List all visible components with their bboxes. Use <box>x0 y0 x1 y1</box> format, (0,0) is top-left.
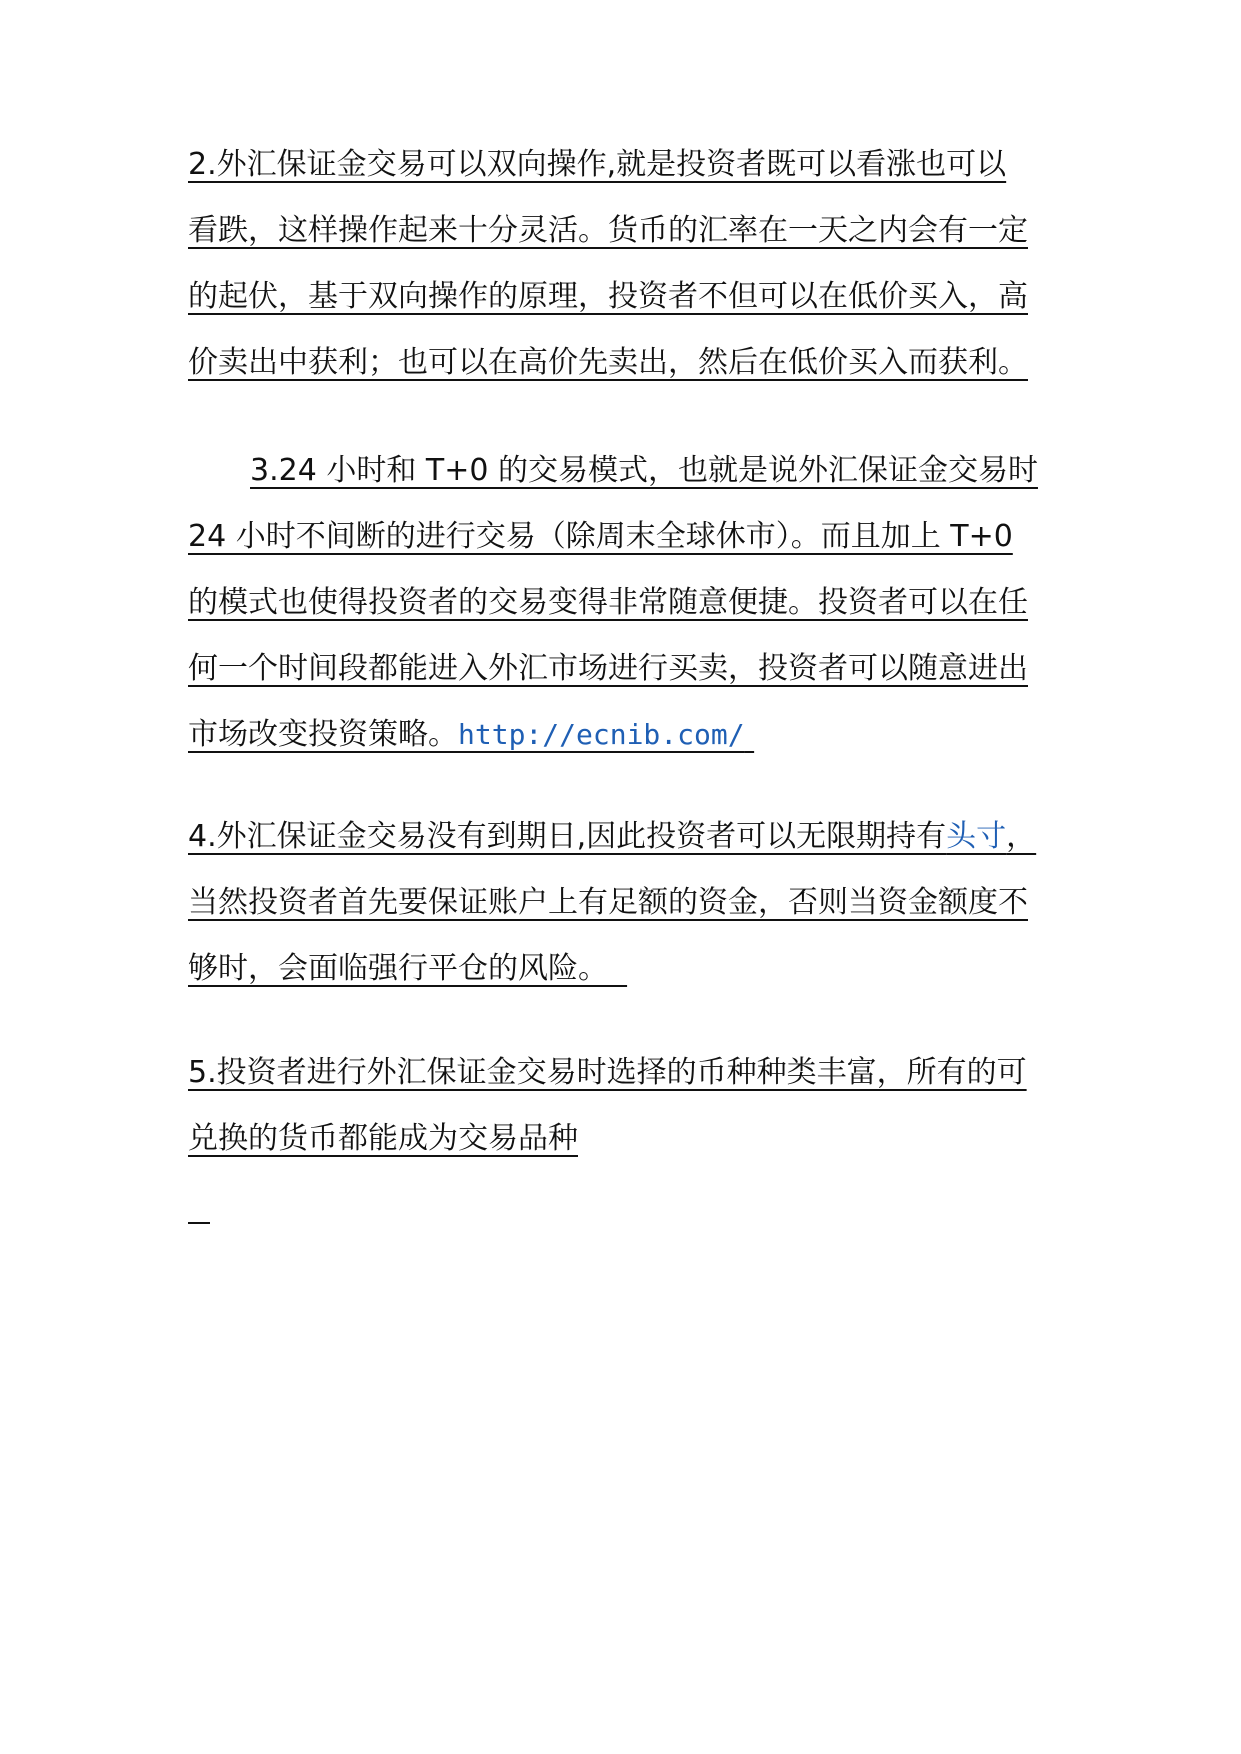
paragraph-4-line-1 <box>188 808 1068 874</box>
paragraph-3-line-3: 的模式也使得投资者的交易变得非常随意便捷。投资者可以在任 <box>188 585 1028 620</box>
paragraph-2-line-4: 价卖出中获利；也可以在高价先卖出，然后在低价买入而获利。 <box>188 345 1028 380</box>
paragraph-3-line-1-wrap <box>188 442 1068 508</box>
paragraph-4-line-2: 当然投资者首先要保证账户上有足额的资金，否则当资金额度不 <box>188 885 1028 920</box>
paragraph-5-line-1: 5.投资者进行外汇保证金交易时选择的币种种类丰富，所有的可 <box>188 1055 1027 1090</box>
paragraph-2-line-2: 看跌，这样操作起来十分灵活。货币的汇率在一天之内会有一定 <box>188 213 1028 248</box>
paragraph-4-line-1-text: 4.外汇保证金交易没有到期日,因此投资者可以无限期持有 <box>188 819 947 854</box>
paragraph-2-line-3: 的起伏，基于双向操作的原理，投资者不但可以在低价买入，高 <box>188 279 1028 314</box>
paragraph-5 <box>188 1044 1068 1176</box>
paragraph-5-line-2: 兑换的货币都能成为交易品种 <box>188 1121 578 1156</box>
paragraph-4-line-3-text: 够时，会面临强行平仓的风险。 <box>188 951 608 986</box>
paragraph-3-line-1: 3.24 小时和 T+0 的交易模式，也就是说外汇保证金交易时 <box>250 453 1038 488</box>
paragraph-4 <box>188 808 1068 1006</box>
paragraph-3 <box>188 442 1068 772</box>
paragraph-4-line-3 <box>188 940 1068 1006</box>
paragraph-3-line-4: 何一个时间段都能进入外汇市场进行买卖，投资者可以随意进出 <box>188 651 1028 686</box>
position-link[interactable]: 头寸 <box>946 819 1007 854</box>
paragraph-4-line-1-tail: ， <box>1006 819 1037 854</box>
paragraph-2-line-1: 2.外汇保证金交易可以双向操作,就是投资者既可以看涨也可以 <box>188 147 1007 182</box>
paragraph-3-line-2: 24 小时不间断的进行交易（除周末全球休市）。而且加上 T+0 <box>188 519 1013 554</box>
ecnib-link[interactable]: http://ecnib.com/ <box>458 718 745 751</box>
paragraph-2 <box>188 136 1068 400</box>
trailing-underline-mark <box>188 1222 210 1224</box>
paragraph-3-line-5-text: 市场改变投资策略。 <box>188 717 458 752</box>
paragraph-3-line-5 <box>188 706 1068 772</box>
